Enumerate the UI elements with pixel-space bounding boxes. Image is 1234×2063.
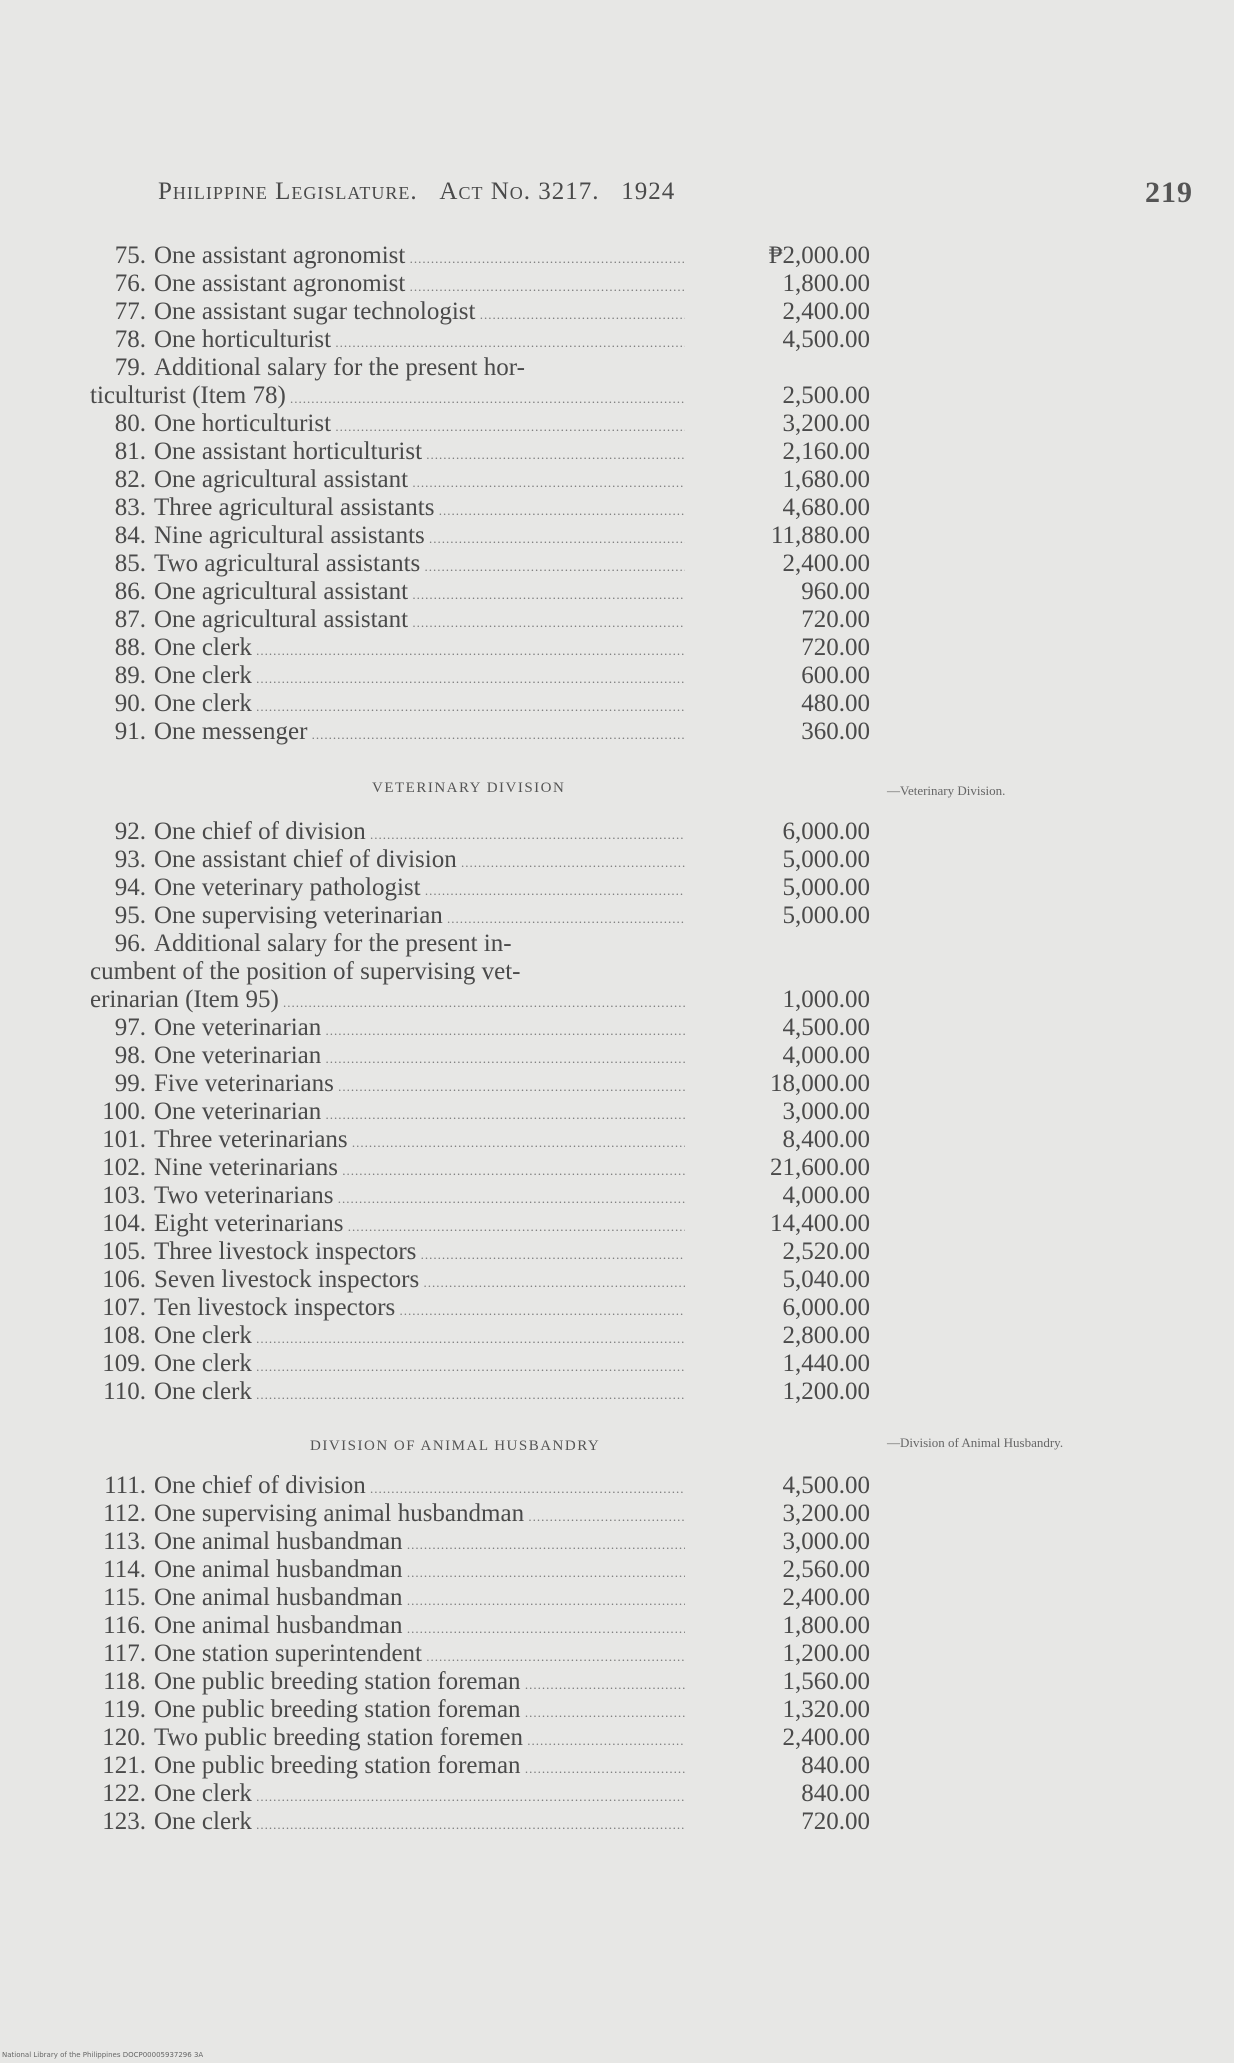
- item-number: 94.: [114, 874, 146, 901]
- item-amount: 2,520.00: [782, 1238, 870, 1265]
- item-amount: 2,400.00: [782, 1724, 870, 1751]
- item-number: 93.: [114, 846, 146, 873]
- item-number: 85.: [114, 550, 146, 577]
- item-description: One clerk .....: [154, 690, 685, 717]
- item-amount: 2,800.00: [782, 1322, 870, 1349]
- item-description: One supervising animal husbandman .....: [154, 1500, 685, 1527]
- item-description: Eight veterinarians .....: [154, 1210, 685, 1237]
- item-label: [90, 1668, 685, 1699]
- item-number: 121.: [102, 1752, 146, 1779]
- item-number: 89.: [114, 662, 146, 689]
- item-amount: 1,440.00: [782, 1350, 870, 1377]
- item-label: [90, 958, 685, 989]
- item-description: Additional salary for the present hor-: [154, 354, 525, 381]
- item-label: [90, 298, 685, 329]
- item-description: Seven livestock inspectors .....: [154, 1266, 685, 1293]
- item-label: [90, 1612, 685, 1643]
- item-label: [90, 1350, 685, 1381]
- item-label: [90, 1238, 685, 1269]
- item-label: [90, 410, 685, 441]
- item-description: Two agricultural assistants .....: [154, 550, 685, 577]
- item-amount: 1,800.00: [782, 1612, 870, 1639]
- margin-note-animal-husbandry: —Division of Animal Husbandry.: [887, 1435, 1064, 1450]
- item-amount: ₱2,000.00: [768, 242, 870, 269]
- section-heading-veterinary: VETERINARY DIVISION: [372, 780, 566, 796]
- item-description: Ten livestock inspectors .....: [154, 1294, 685, 1321]
- item-label: [90, 634, 685, 665]
- item-description: One clerk .....: [154, 634, 685, 661]
- item-number: 98.: [114, 1042, 146, 1069]
- item-description: One animal husbandman .....: [154, 1556, 685, 1583]
- item-description: cumbent of the position of supervising vet-: [90, 958, 521, 985]
- item-description: One animal husbandman .....: [154, 1528, 685, 1555]
- item-amount: 2,560.00: [782, 1556, 870, 1583]
- item-amount: 600.00: [801, 662, 870, 689]
- item-amount: 360.00: [801, 718, 870, 745]
- item-description: One veterinarian .....: [154, 1042, 685, 1069]
- margin-note-veterinary: —Veterinary Division.: [887, 783, 1006, 798]
- item-description: Two veterinarians .....: [154, 1182, 685, 1209]
- item-label: [90, 1070, 685, 1101]
- item-label: [90, 1378, 685, 1409]
- item-amount: 4,000.00: [782, 1182, 870, 1209]
- item-description: One veterinary pathologist .....: [154, 874, 685, 901]
- item-description: One assistant agronomist .....: [154, 242, 685, 269]
- item-description: One station superintendent .....: [154, 1640, 685, 1667]
- item-number: 84.: [114, 522, 146, 549]
- item-label: [90, 1724, 685, 1755]
- item-label: [90, 1584, 685, 1615]
- item-amount: 6,000.00: [782, 1294, 870, 1321]
- item-amount: 480.00: [801, 690, 870, 717]
- item-number: 103.: [102, 1182, 146, 1209]
- item-amount: 720.00: [801, 1808, 870, 1835]
- item-description: Three veterinarians .....: [154, 1126, 685, 1153]
- item-number: 110.: [103, 1378, 146, 1405]
- item-description: One clerk .....: [154, 1322, 685, 1349]
- item-label: [90, 466, 685, 497]
- item-description: One horticulturist .....: [154, 326, 685, 353]
- item-description: One clerk .....: [154, 1350, 685, 1377]
- item-description: One veterinarian .....: [154, 1098, 685, 1125]
- item-label: [90, 662, 685, 693]
- item-label: [90, 1322, 685, 1353]
- item-number: 111.: [104, 1472, 146, 1499]
- item-label: [90, 1014, 685, 1045]
- item-amount: 1,680.00: [782, 466, 870, 493]
- item-number: 87.: [114, 606, 146, 633]
- item-number: 115.: [103, 1584, 146, 1611]
- item-label: [90, 1528, 685, 1559]
- item-number: 102.: [102, 1154, 146, 1181]
- item-amount: 2,400.00: [782, 1584, 870, 1611]
- item-number: 75.: [114, 242, 146, 269]
- item-label: [90, 494, 685, 525]
- item-description: One animal husbandman .....: [154, 1612, 685, 1639]
- item-amount: 2,500.00: [782, 382, 870, 409]
- item-number: 96.: [114, 930, 146, 957]
- item-amount: 21,600.00: [770, 1154, 870, 1181]
- item-amount: 1,560.00: [782, 1668, 870, 1695]
- item-amount: 5,040.00: [782, 1266, 870, 1293]
- item-number: 91.: [114, 718, 146, 745]
- item-amount: 3,200.00: [782, 1500, 870, 1527]
- item-description: One agricultural assistant .....: [154, 466, 685, 493]
- item-label: [90, 718, 685, 749]
- item-label: [90, 1640, 685, 1671]
- item-amount: 2,400.00: [782, 298, 870, 325]
- item-description: One public breeding station foreman .....: [154, 1696, 685, 1723]
- item-description: One clerk .....: [154, 1378, 685, 1405]
- item-amount: 5,000.00: [782, 874, 870, 901]
- item-label: [90, 1210, 685, 1241]
- item-label: [90, 1696, 685, 1727]
- item-number: 80.: [114, 410, 146, 437]
- item-number: 88.: [114, 634, 146, 661]
- item-label: [90, 690, 685, 721]
- item-description: Nine agricultural assistants .....: [154, 522, 685, 549]
- item-number: 122.: [102, 1780, 146, 1807]
- item-amount: 5,000.00: [782, 902, 870, 929]
- item-description: One agricultural assistant .....: [154, 578, 685, 605]
- item-amount: 4,500.00: [782, 1014, 870, 1041]
- item-label: [90, 846, 685, 877]
- item-label: [90, 1556, 685, 1587]
- item-number: 78.: [114, 326, 146, 353]
- item-label: [90, 1500, 685, 1531]
- item-description: One clerk .....: [154, 1780, 685, 1807]
- item-label: [90, 1042, 685, 1073]
- item-label: [90, 902, 685, 933]
- item-number: 104.: [102, 1210, 146, 1237]
- scan-footer: National Library of the Philippines DOCP00005937296 3A: [2, 2051, 204, 2059]
- item-label: [90, 986, 685, 1017]
- item-amount: 1,320.00: [782, 1696, 870, 1723]
- item-amount: 1,200.00: [782, 1640, 870, 1667]
- item-amount: 11,880.00: [770, 522, 870, 549]
- item-number: 81.: [114, 438, 146, 465]
- item-number: 123.: [102, 1808, 146, 1835]
- item-description: Nine veterinarians .....: [154, 1154, 685, 1181]
- item-description: One supervising veterinarian .....: [154, 902, 685, 929]
- item-label: [90, 326, 685, 357]
- item-description: One chief of division .....: [154, 1472, 685, 1499]
- item-label: [90, 1294, 685, 1325]
- item-label: [90, 270, 685, 301]
- item-amount: 2,400.00: [782, 550, 870, 577]
- item-label: [90, 1808, 685, 1839]
- item-amount: 4,680.00: [782, 494, 870, 521]
- item-description: One public breeding station foreman .....: [154, 1668, 685, 1695]
- item-number: 107.: [102, 1294, 146, 1321]
- item-number: 101.: [102, 1126, 146, 1153]
- item-label: [90, 1266, 685, 1297]
- item-number: 113.: [103, 1528, 146, 1555]
- item-number: 82.: [114, 466, 146, 493]
- item-amount: 960.00: [801, 578, 870, 605]
- item-label: [90, 1780, 685, 1811]
- item-description: One clerk .....: [154, 1808, 685, 1835]
- item-label: [90, 818, 685, 849]
- item-label: [90, 1182, 685, 1213]
- item-amount: 14,400.00: [770, 1210, 870, 1237]
- item-number: 100.: [102, 1098, 146, 1125]
- item-description: One clerk .....: [154, 662, 685, 689]
- item-description: One public breeding station foreman .....: [154, 1752, 685, 1779]
- item-amount: 5,000.00: [782, 846, 870, 873]
- item-description: One assistant sugar technologist .....: [154, 298, 685, 325]
- item-number: 118.: [103, 1668, 146, 1695]
- item-number: 105.: [102, 1238, 146, 1265]
- item-description: One animal husbandman .....: [154, 1584, 685, 1611]
- item-number: 77.: [114, 298, 146, 325]
- item-description: erinarian (Item 95) .....: [90, 986, 685, 1013]
- item-description: Three livestock inspectors .....: [154, 1238, 685, 1265]
- item-number: 99.: [114, 1070, 146, 1097]
- item-number: 116.: [103, 1612, 146, 1639]
- running-header: [158, 178, 1193, 218]
- header-legislature: Philippine Legislature.: [158, 178, 418, 205]
- item-label: [90, 1154, 685, 1185]
- item-amount: 4,500.00: [782, 326, 870, 353]
- item-label: [90, 354, 685, 385]
- item-label: [90, 578, 685, 609]
- item-description: One assistant chief of division .....: [154, 846, 685, 873]
- item-number: 86.: [114, 578, 146, 605]
- item-description: Three agricultural assistants .....: [154, 494, 685, 521]
- item-amount: 720.00: [801, 606, 870, 633]
- item-number: 112.: [103, 1500, 146, 1527]
- item-description: One agricultural assistant .....: [154, 606, 685, 633]
- item-label: [90, 1126, 685, 1157]
- item-amount: 8,400.00: [782, 1126, 870, 1153]
- item-label: [90, 1098, 685, 1129]
- item-amount: 6,000.00: [782, 818, 870, 845]
- item-description: Two public breeding station foremen .....: [154, 1724, 685, 1751]
- item-number: 95.: [114, 902, 146, 929]
- item-label: [90, 1472, 685, 1503]
- item-number: 79.: [114, 354, 146, 381]
- item-description: One chief of division .....: [154, 818, 685, 845]
- item-amount: 3,200.00: [782, 410, 870, 437]
- item-amount: 18,000.00: [770, 1070, 870, 1097]
- item-description: One horticulturist .....: [154, 410, 685, 437]
- item-number: 92.: [114, 818, 146, 845]
- item-number: 120.: [102, 1724, 146, 1751]
- item-amount: 3,000.00: [782, 1098, 870, 1125]
- item-description: ticulturist (Item 78) .....: [90, 382, 685, 409]
- item-amount: 720.00: [801, 634, 870, 661]
- item-label: [90, 242, 685, 273]
- page-number: 219: [1145, 176, 1193, 209]
- item-description: One assistant agronomist .....: [154, 270, 685, 297]
- item-description: Additional salary for the present in-: [154, 930, 512, 957]
- item-amount: 2,160.00: [782, 438, 870, 465]
- header-act: Act No. 3217.: [439, 178, 600, 205]
- item-number: 90.: [114, 690, 146, 717]
- item-amount: 840.00: [801, 1780, 870, 1807]
- item-description: Five veterinarians .....: [154, 1070, 685, 1097]
- item-number: 117.: [103, 1640, 146, 1667]
- item-label: [90, 874, 685, 905]
- item-amount: 1,800.00: [782, 270, 870, 297]
- item-label: [90, 1752, 685, 1783]
- item-label: [90, 438, 685, 469]
- item-amount: 1,200.00: [782, 1378, 870, 1405]
- item-description: One veterinarian .....: [154, 1014, 685, 1041]
- item-number: 76.: [114, 270, 146, 297]
- item-amount: 1,000.00: [782, 986, 870, 1013]
- item-label: [90, 382, 685, 413]
- item-number: 106.: [102, 1266, 146, 1293]
- item-label: [90, 930, 685, 961]
- header-year: 1924: [621, 178, 676, 205]
- item-number: 108.: [102, 1322, 146, 1349]
- item-label: [90, 522, 685, 553]
- item-number: 97.: [114, 1014, 146, 1041]
- item-label: [90, 550, 685, 581]
- item-amount: 840.00: [801, 1752, 870, 1779]
- item-amount: 4,000.00: [782, 1042, 870, 1069]
- section-heading-animal-husbandry: DIVISION OF ANIMAL HUSBANDRY: [310, 1438, 601, 1454]
- item-label: [90, 606, 685, 637]
- item-description: One assistant horticulturist .....: [154, 438, 685, 465]
- item-number: 109.: [102, 1350, 146, 1377]
- item-number: 119.: [103, 1696, 146, 1723]
- item-number: 114.: [103, 1556, 146, 1583]
- item-number: 83.: [114, 494, 146, 521]
- header-title: [158, 178, 675, 206]
- item-amount: 3,000.00: [782, 1528, 870, 1555]
- item-amount: 4,500.00: [782, 1472, 870, 1499]
- item-description: One messenger .....: [154, 718, 685, 745]
